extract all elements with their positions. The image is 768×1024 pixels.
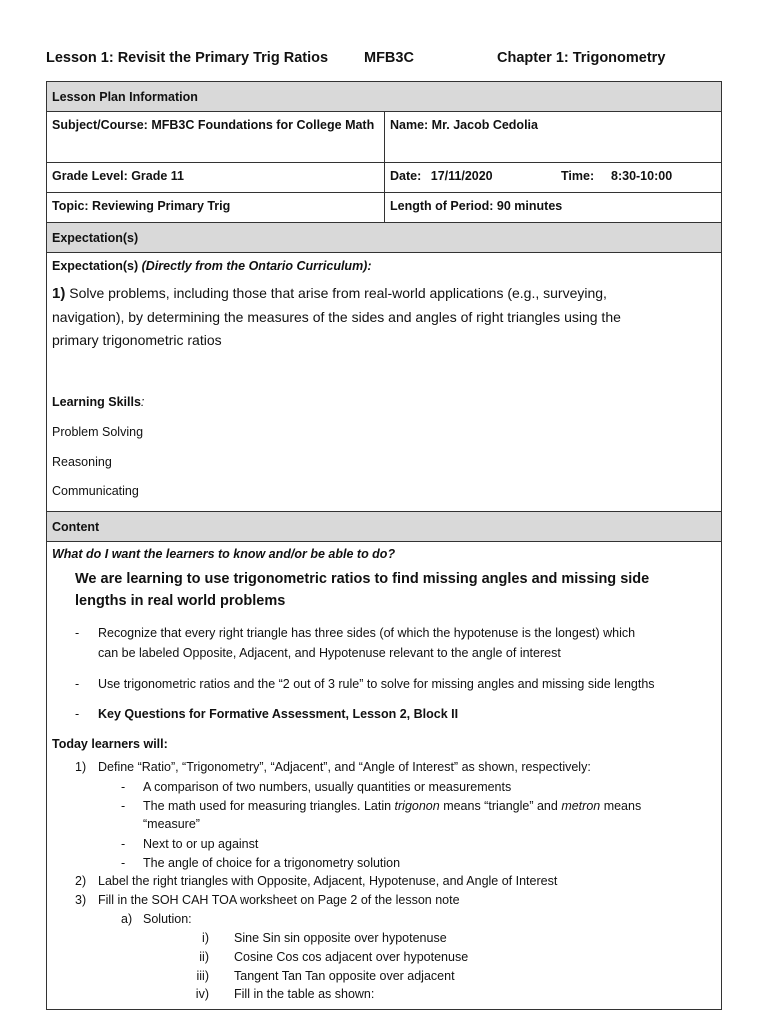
bullet-1-line2: can be labeled Opposite, Adjacent, and Hypotenuse relevant to the angle of interest — [98, 646, 561, 660]
item-1: Define “Ratio”, “Trigonometry”, “Adjacent”, and “Angle of Interest” as shown, respectively: — [98, 760, 591, 774]
roman-item-cosine: Cosine Cos cos adjacent over hypotenuse — [234, 950, 469, 964]
bullet-dash: - — [121, 780, 126, 794]
expectations-label — [52, 259, 372, 273]
definition-3: Next to or up against — [143, 837, 259, 851]
lesson-title: Lesson 1: Revisit the Primary Trig Ratios — [46, 50, 329, 66]
roman-item-tangent: Tangent Tan Tan opposite over adjacent — [234, 969, 455, 983]
def2-text: means — [600, 799, 642, 813]
item-3: Fill in the SOH CAH TOA worksheet on Page 2 of the lesson note — [98, 893, 460, 907]
section-lesson-plan-info — [47, 82, 721, 112]
today-label: Today learners will: — [52, 737, 168, 751]
expectations-body — [47, 253, 721, 512]
learning-goal-line1: We are learning to use trigonometric ratios to find missing angles and missing side — [75, 571, 650, 587]
roman-item-sine: Sine Sin sin opposite over hypotenuse — [234, 931, 447, 945]
course-code: MFB3C — [364, 50, 414, 66]
def2-latin-metron: metron — [561, 799, 601, 813]
bullet-dash: - — [75, 677, 80, 691]
expectation-text-1: Solve problems, including those that arise from real-world applications (e.g., surveying, — [69, 285, 607, 301]
bullet-dash: - — [75, 707, 80, 721]
bullet-3: Key Questions for Formative Assessment, Lesson 2, Block II — [98, 707, 459, 721]
date-label: Date: — [390, 169, 422, 183]
topic: Topic: Reviewing Primary Trig — [47, 193, 385, 222]
time-value: 8:30-10:00 — [611, 169, 673, 183]
roman-item-table: Fill in the table as shown: — [234, 987, 375, 1001]
section-title: Lesson Plan Information — [52, 89, 198, 104]
learning-skills-label — [52, 395, 144, 409]
definition-2 — [143, 799, 641, 813]
section-title: Expectation(s) — [52, 230, 139, 245]
section-title: Content — [52, 519, 100, 534]
bullet-dash: - — [121, 856, 126, 870]
label-text: Expectation(s) — [52, 259, 139, 273]
page-header — [46, 50, 726, 70]
subject-course: Subject/Course: MFB3C Foundations for College Math — [47, 112, 385, 162]
def2-text: The math used for measuring triangles. Latin — [143, 799, 395, 813]
skills-label: Learning Skills — [52, 395, 141, 409]
label-italic: (Directly from the Ontario Curriculum): — [141, 259, 372, 273]
learning-goal-line2: lengths in real world problems — [75, 593, 286, 609]
item-number: 1) — [75, 760, 87, 774]
item-number: 3) — [75, 893, 87, 907]
definition-4: The angle of choice for a trigonometry solution — [143, 856, 401, 870]
definition-2-line2: “measure” — [143, 817, 200, 831]
skill-item: Communicating — [52, 484, 139, 498]
row-grade-date — [47, 163, 721, 193]
time-label: Time: — [561, 169, 595, 183]
def2-latin-trigonon: trigonon — [394, 799, 440, 813]
def2-text: means “triangle” and — [439, 799, 562, 813]
sub-item-letter: a) — [121, 912, 133, 926]
item-2: Label the right triangles with Opposite, Adjacent, Hypotenuse, and Angle of Interest — [98, 874, 558, 888]
skills-colon: : — [140, 395, 145, 409]
skill-item: Reasoning — [52, 455, 112, 469]
item-number: 2) — [75, 874, 87, 888]
roman-number: iv) — [195, 987, 209, 1001]
section-content — [47, 512, 721, 542]
roman-number: i) — [202, 931, 209, 945]
date-value: 17/11/2020 — [430, 169, 493, 183]
date-time — [385, 163, 721, 192]
grade-level: Grade Level: Grade 11 — [47, 163, 385, 192]
bullet-dash: - — [121, 837, 126, 851]
skill-item: Problem Solving — [52, 425, 144, 439]
teacher-name: Name: Mr. Jacob Cedolia — [390, 118, 538, 132]
expectation-1-line3: primary trigonometric ratios — [52, 332, 222, 348]
lesson-plan-table — [46, 81, 722, 1010]
expectation-number: 1) — [52, 285, 66, 302]
bullet-dash: - — [121, 799, 126, 813]
definition-1: A comparison of two numbers, usually quantities or measurements — [143, 780, 512, 794]
bullet-dash: - — [75, 626, 80, 640]
expectation-1-line1 — [52, 285, 607, 302]
sub-item-a: Solution: — [143, 912, 192, 926]
roman-number: ii) — [199, 950, 209, 964]
row-topic-length — [47, 193, 721, 223]
content-body — [47, 542, 721, 1009]
row-subject-name — [47, 112, 721, 163]
bullet-2: Use trigonometric ratios and the “2 out of 3 rule” to solve for missing angles and missing side lengths — [98, 677, 655, 691]
expectation-1-line2: navigation), by determining the measures of the sides and angles of right triangles using the — [52, 309, 621, 325]
length-of-period: Length of Period: 90 minutes — [390, 199, 563, 213]
roman-number: iii) — [196, 969, 209, 983]
content-question: What do I want the learners to know and/or be able to do? — [52, 547, 396, 561]
chapter-title: Chapter 1: Trigonometry — [497, 50, 666, 66]
section-expectations — [47, 223, 721, 253]
bullet-1-line1: Recognize that every right triangle has three sides (of which the hypotenuse is the longest) which — [98, 626, 636, 640]
